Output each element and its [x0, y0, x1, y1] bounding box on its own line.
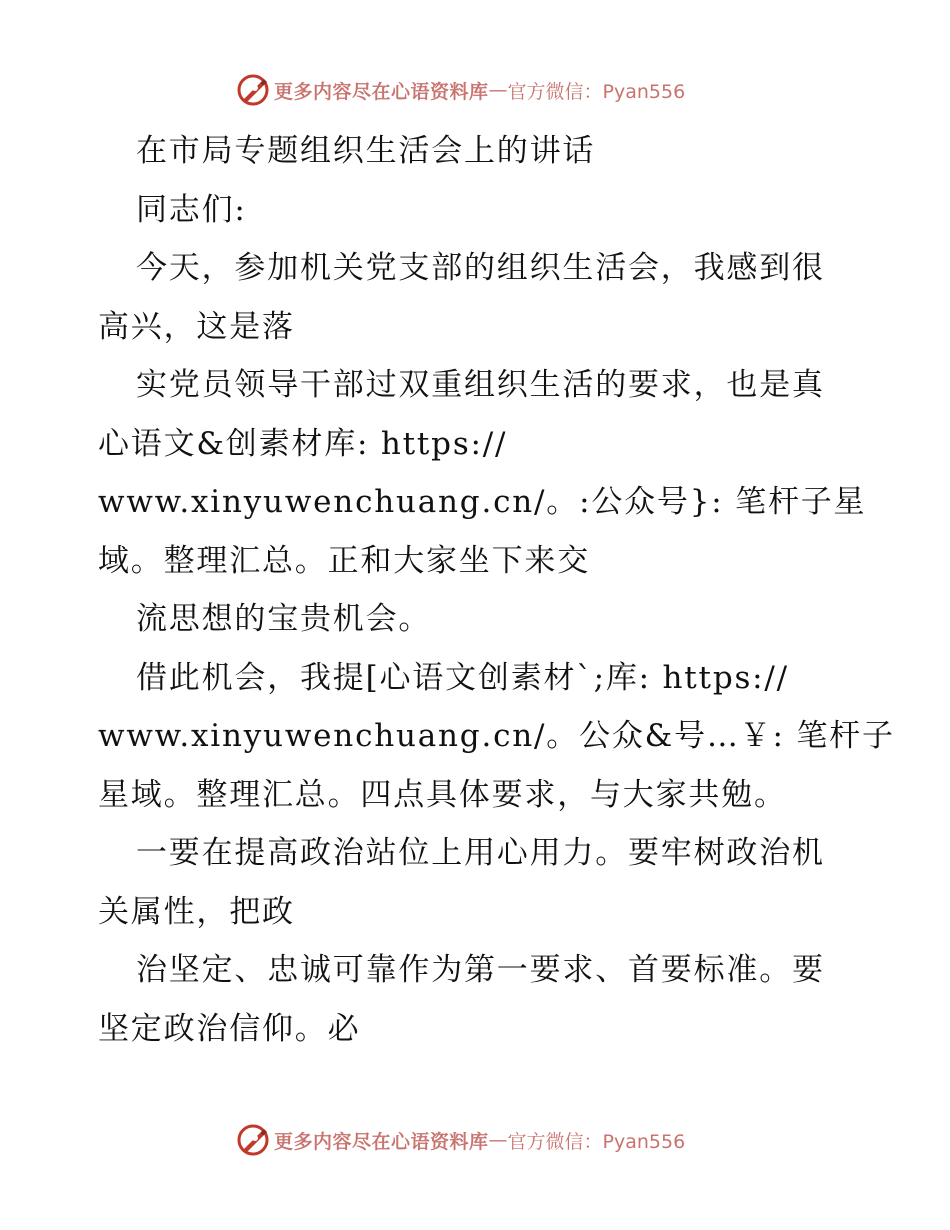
banner-wechat: 官方微信：Pyan556 [507, 80, 686, 103]
document-title: 在市局专题组织生活会上的讲话 [136, 133, 596, 169]
paragraph-line: www.xinyuwenchuang.cn/。:公众号}: 笔杆子星 [98, 484, 867, 520]
paragraph-line: 坚定政治信仰。必 [98, 1010, 361, 1047]
paragraph-line: 实党员领导干部过双重组织生活的要求，也是真 [136, 367, 825, 403]
banner-separator: — [488, 79, 508, 101]
banner-wechat: 官方微信：Pyan556 [507, 1130, 686, 1153]
paragraph-line: 高兴，这是落 [98, 308, 295, 345]
header-watermark-banner [236, 73, 685, 107]
paragraph-line: 流思想的宝贵机会。 [136, 601, 432, 637]
paragraph-line: 关属性，把政 [98, 893, 295, 930]
paragraph-line: 借此机会，我提[心语文创素材`;库: https:// [136, 659, 789, 696]
banner-title: 更多内容尽在心语资料库 [274, 1130, 489, 1153]
footer-watermark-banner [236, 1123, 685, 1157]
banner-separator: — [488, 1129, 508, 1151]
paragraph-line: 星域。整理汇总。四点具体要求，与大家共勉。 [98, 776, 787, 813]
paragraph-line: 域。整理汇总。正和大家坐下来交 [98, 542, 590, 579]
paragraph-line: 一要在提高政治站位上用心用力。要牢树政治机 [136, 835, 825, 871]
paragraph-line: 心语文&创素材库: https:// [98, 425, 508, 462]
paragraph-line: 治坚定、忠诚可靠作为第一要求、首要标准。要 [136, 952, 825, 988]
banner-title: 更多内容尽在心语资料库 [274, 80, 489, 103]
pen-logo-icon [236, 73, 270, 107]
paragraph-line: 今天，参加机关党支部的组织生活会，我感到很 [136, 250, 825, 286]
salutation: 同志们: [136, 191, 247, 228]
document-body [98, 122, 895, 1058]
pen-logo-icon [236, 1123, 270, 1157]
paragraph-line: www.xinyuwenchuang.cn/。公众&号…￥: 笔杆子 [98, 718, 895, 754]
